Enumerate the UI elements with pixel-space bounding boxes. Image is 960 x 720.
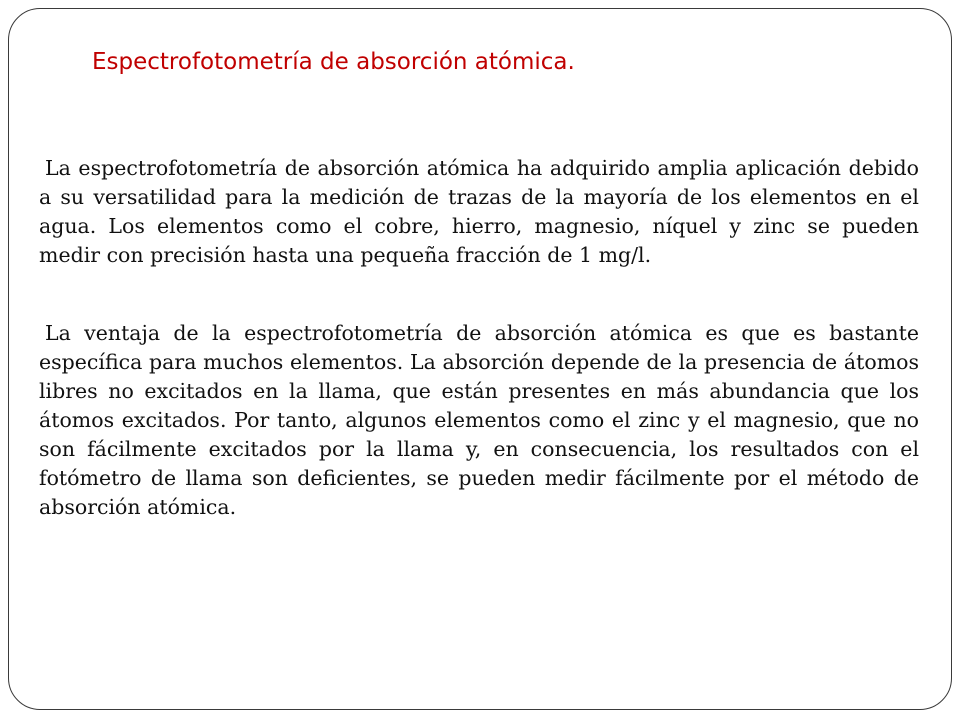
slide-title: Espectrofotometría de absorción atómica. [92,49,575,75]
paragraph-1: La espectrofotometría de absorción atómica ha adquirido amplia aplicación debido a su versatilidad para la medición de trazas de la mayoría de los elementos en el agua. Los elementos como el cobre, hierro, magnesio, níquel y zinc se pueden medir con precisión hasta una pequeña fracción de 1 mg/l. [39,156,919,267]
slide-body [39,154,919,571]
paragraph-2: La ventaja de la espectrofotometría de absorción atómica es que es bastante específica para muchos elementos. La absorción depende de la presencia de átomos libres no excitados en la llama, que están presentes en más abundancia que los átomos excitados. Por tanto, algunos elementos como el zinc y el magnesio, que no son fácilmente excitados por la llama y, en consecuencia, los resultados con el fotómetro de llama son deficientes, se pueden medir fácilmente por el método de absorción atómica. [39,321,919,519]
